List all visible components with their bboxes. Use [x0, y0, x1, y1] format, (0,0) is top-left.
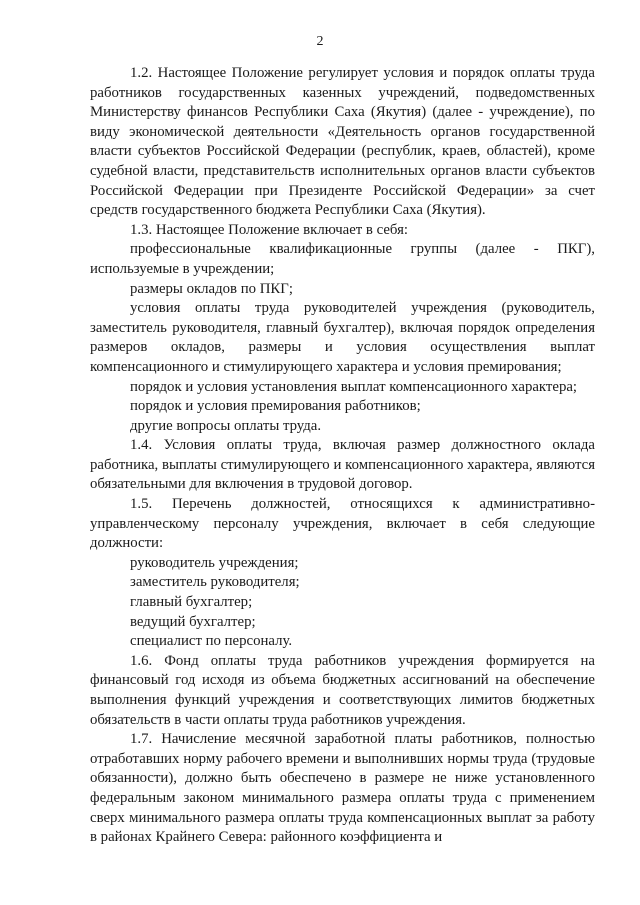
- list-item-compensation: порядок и условия установления выплат компенсационного характера;: [130, 378, 578, 395]
- list-item-managers-pay: условия оплаты труда руководителей учреждения (руководитель, заместитель руководителя, главный бухгалтер), включая порядок определения размеров окладов, размеры и условия осуществления выплат компенсационного и стимулирующего характера и условия премирования;: [90, 300, 595, 375]
- position-chief-accountant: главный бухгалтер;: [130, 594, 253, 611]
- paragraph-1-5: 1.5. Перечень должностей, относящихся к административно-управленческому персоналу учреждения, включает в себя следующие должности:: [90, 496, 595, 552]
- position-leading-accountant: ведущий бухгалтер;: [130, 613, 256, 630]
- page-number: 2: [316, 34, 324, 49]
- paragraph-1-6: 1.6. Фонд оплаты труда работников учреждения формируется на финансовый год исходя из объема бюджетных ассигнований на обеспечение выполнения функций учреждения и соответствующих лимитов бюджетных обязательств в части оплаты труда работников учреждения.: [90, 652, 595, 728]
- position-deputy: заместитель руководителя;: [130, 574, 300, 591]
- list-item-pkg: профессиональные квалификационные группы (далее - ПКГ), используемые в учреждении;: [90, 241, 595, 277]
- list-item-bonuses: порядок и условия премирования работников;: [130, 398, 421, 415]
- position-director: руководитель учреждения;: [130, 554, 299, 571]
- paragraph-1-4: 1.4. Условия оплаты труда, включая размер должностного оклада работника, выплаты стимулирующего и компенсационного характера, являются обязательными для включения в трудовой договор.: [90, 437, 595, 493]
- list-item-other: другие вопросы оплаты труда.: [130, 417, 322, 434]
- position-hr-specialist: специалист по персоналу.: [130, 633, 293, 650]
- paragraph-1-2: 1.2. Настоящее Положение регулирует условия и порядок оплаты труда работников государственных казенных учреждений, подведомственных Министерству финансов Республики Саха (Якутия) (далее - учреждение), по виду экономической деятельности «Деятельность органов государственной власти субъектов Российской Федерации (республик, краев, областей), кроме судебной власти, представительств исполнительных органов власти субъектов Российской Федерации при Президенте Российской Федерации» за счет средств государственного бюджета Республики Саха (Якутия).: [90, 65, 595, 219]
- document-body: [90, 64, 595, 848]
- paragraph-1-7: 1.7. Начисление месячной заработной платы работников, полностью отработавших норму рабочего времени и выполнивших нормы труда (трудовые обязанности), должно быть обеспечено в размере не ниже установленного федеральным законом минимального размера оплаты труда с применением сверх минимального размера оплаты труда компенсационных выплат за работу в районах Крайнего Севера: районного коэффициента и: [90, 731, 595, 846]
- paragraph-1-3: 1.3. Настоящее Положение включает в себя:: [130, 221, 409, 238]
- list-item-salaries: размеры окладов по ПКГ;: [130, 280, 293, 297]
